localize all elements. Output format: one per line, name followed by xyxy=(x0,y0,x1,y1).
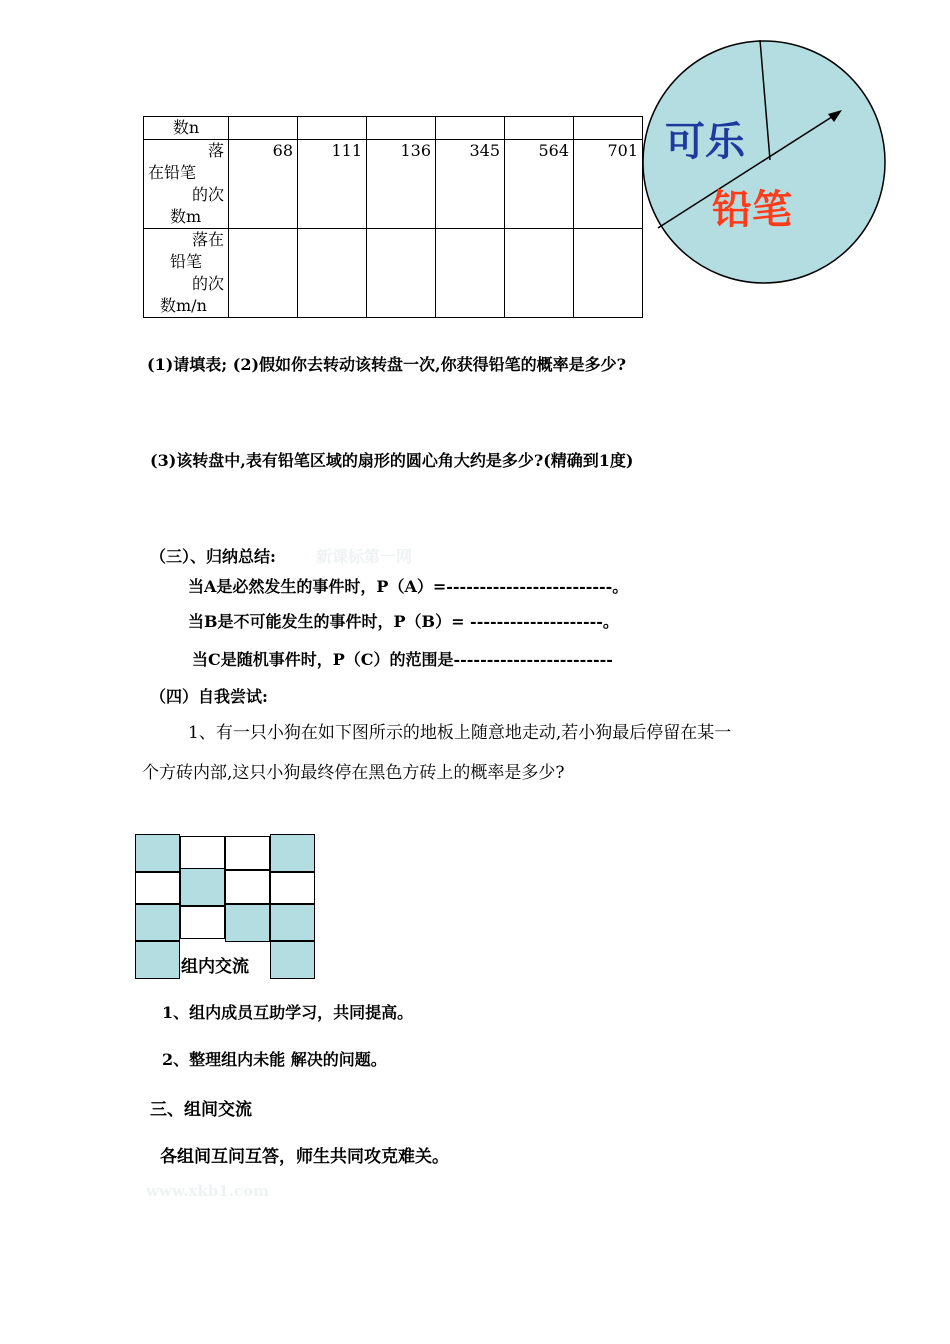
summary-line-c: 当C是随机事件时，P（C）的范围是------------------------ xyxy=(192,650,613,669)
table-cell xyxy=(505,117,574,140)
white-tile xyxy=(180,836,225,870)
row-label-text: 的次 xyxy=(191,185,224,204)
table-row xyxy=(144,140,643,229)
table-cell xyxy=(298,117,367,140)
table-row xyxy=(144,117,643,140)
row-label-text: 数n xyxy=(172,118,200,137)
table-cell xyxy=(229,117,298,140)
spinner-label-pencil: 铅笔 xyxy=(712,187,792,233)
inter-group-text: 各组间互问互答，师生共同攻克难关。 xyxy=(160,1147,449,1167)
black-tile xyxy=(225,904,270,942)
black-tile xyxy=(135,904,180,941)
black-tile xyxy=(135,941,180,979)
table-cell-m: 564 xyxy=(505,140,574,229)
table-cell xyxy=(298,229,367,318)
row-label-text: 落 xyxy=(207,141,224,160)
white-tile xyxy=(270,872,315,904)
table-cell xyxy=(505,229,574,318)
white-tile xyxy=(180,906,225,939)
problem-line-1: 1、有一只小狗在如下图所示的地板上随意地走动,若小狗最后停留在某一 xyxy=(188,723,732,743)
table-cell xyxy=(574,229,643,318)
table-cell xyxy=(436,229,505,318)
group-item-2: 2、整理组内未能 解决的问题。 xyxy=(162,1050,387,1069)
row-label-mn xyxy=(144,229,229,318)
row-label-text: 的次 xyxy=(191,274,224,293)
black-tile xyxy=(180,868,225,906)
black-tile xyxy=(270,941,315,979)
white-tile xyxy=(135,872,180,904)
row-label-text: 数m/n xyxy=(160,296,207,315)
row-label-text: 落在 xyxy=(191,230,224,249)
group-heading: 组内交流 xyxy=(181,957,249,977)
self-try-heading: （四）自我尝试: xyxy=(150,687,268,706)
white-tile xyxy=(225,836,270,870)
row-label-n xyxy=(144,117,229,140)
black-tile xyxy=(270,834,315,872)
question-3: (3)该转盘中,表有铅笔区域的扇形的圆心角大约是多少?(精确到1度) xyxy=(150,451,634,470)
table-row xyxy=(144,229,643,318)
table-cell xyxy=(574,117,643,140)
table-cell-m: 345 xyxy=(436,140,505,229)
row-label-text: 在铅笔 xyxy=(148,163,197,182)
inter-group-heading: 三、组间交流 xyxy=(150,1100,252,1120)
row-label-m xyxy=(144,140,229,229)
white-tile xyxy=(225,870,270,904)
table-cell xyxy=(367,229,436,318)
table-cell-m: 68 xyxy=(229,140,298,229)
frequency-table xyxy=(143,116,643,318)
spinner-label-cola: 可乐 xyxy=(665,119,745,165)
table-cell xyxy=(436,117,505,140)
table-cell-m: 111 xyxy=(298,140,367,229)
table-cell xyxy=(367,117,436,140)
table-cell-m: 701 xyxy=(574,140,643,229)
summary-heading: （三）、归纳总结: xyxy=(150,547,276,566)
summary-line-a: 当A是必然发生的事件时，P（A）=-------------------------。 xyxy=(188,577,629,596)
table-cell xyxy=(229,229,298,318)
footer-watermark: www.xkb1.com xyxy=(146,1182,269,1200)
problem-line-2: 个方砖内部,这只小狗最终停在黑色方砖上的概率是多少? xyxy=(142,763,565,783)
question-1-2: (1)请填表; (2)假如你去转动该转盘一次,你获得铅笔的概率是多少? xyxy=(147,355,626,374)
black-tile xyxy=(270,904,315,941)
group-item-1: 1、组内成员互助学习，共同提高。 xyxy=(162,1003,414,1022)
row-label-text: 铅笔 xyxy=(170,252,203,271)
black-tile xyxy=(135,834,180,872)
table-cell-m: 136 xyxy=(367,140,436,229)
summary-line-b: 当B是不可能发生的事件时，P（B）= --------------------。 xyxy=(188,612,619,631)
row-label-text: 数m xyxy=(170,207,202,226)
watermark-text: 新课标第一网 xyxy=(316,547,413,566)
